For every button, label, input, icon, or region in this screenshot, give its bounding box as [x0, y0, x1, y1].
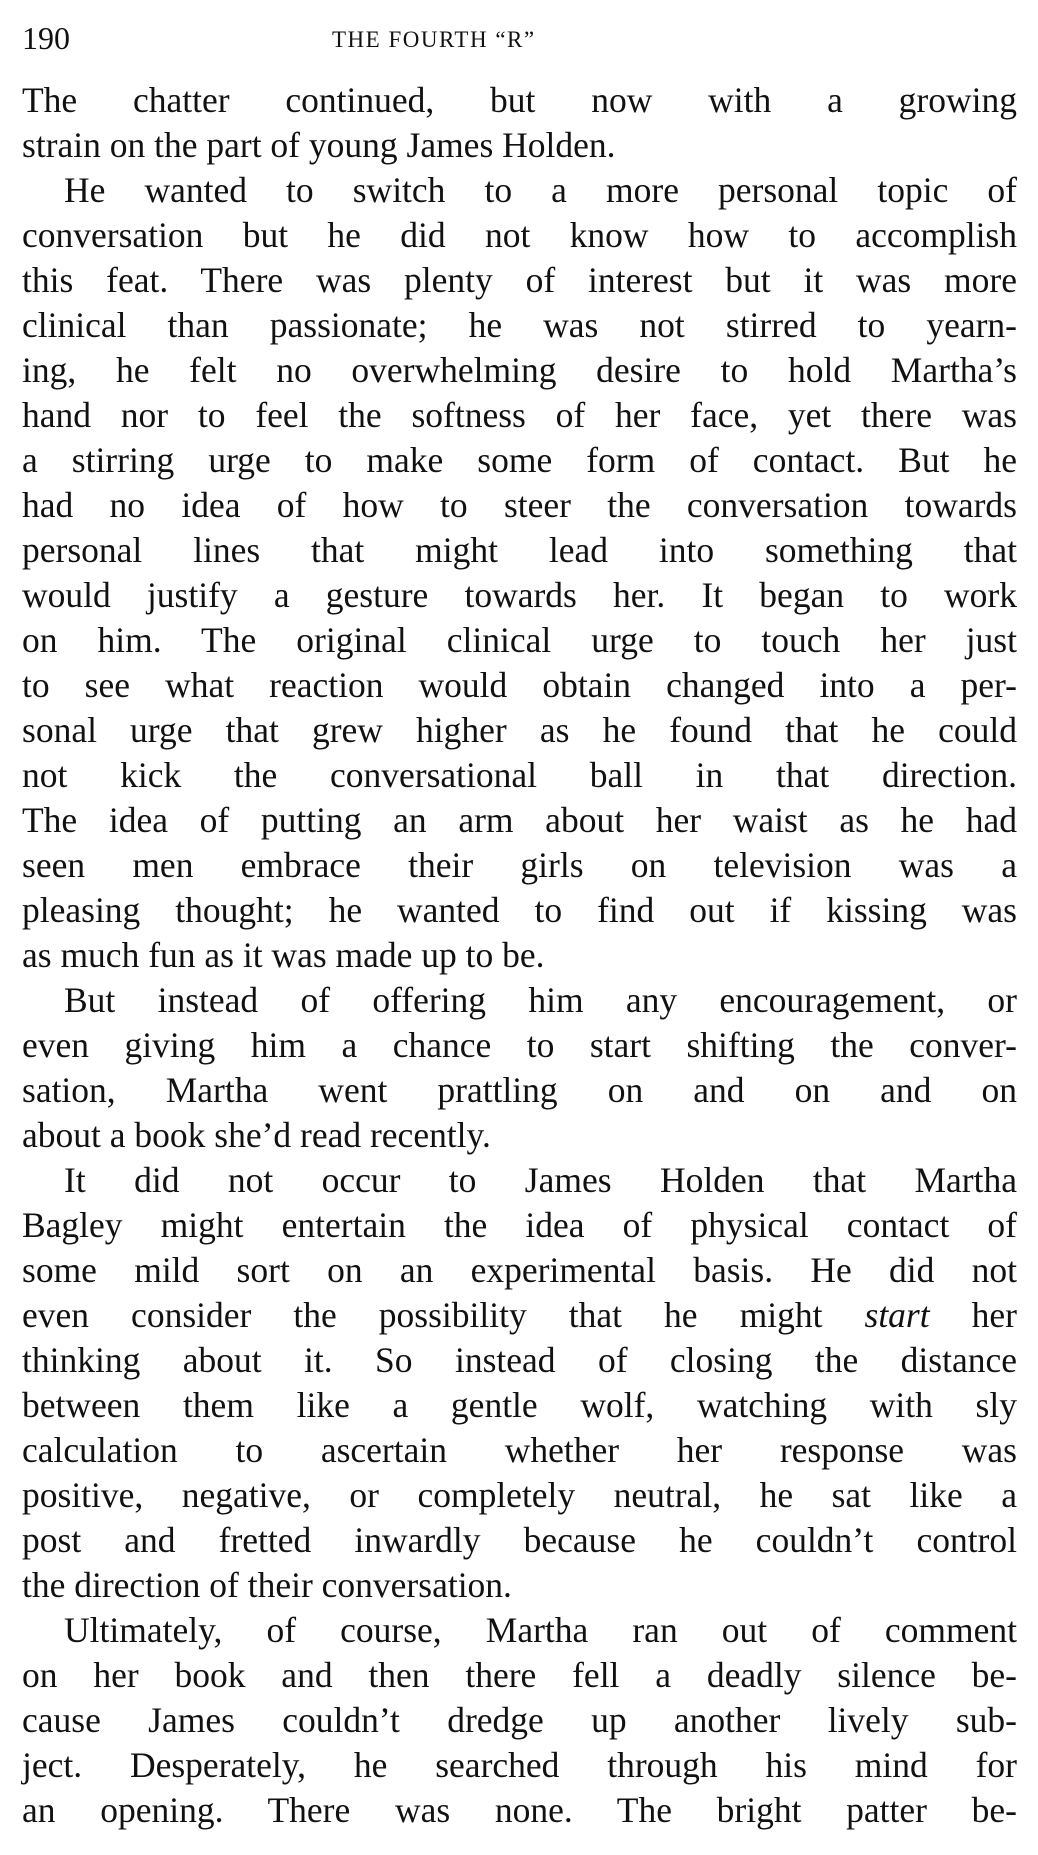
text-line: an opening. There was none. The bright patter be- — [22, 1790, 1017, 1830]
text-line: He wanted to switch to a more personal topic of — [64, 170, 1017, 210]
text-line: conversation but he did not know how to accomplish — [22, 215, 1017, 255]
text-line: cause James couldn’t dredge up another lively sub- — [22, 1700, 1017, 1740]
text-line: sonal urge that grew higher as he found that he could — [22, 710, 1017, 750]
text-line: strain on the part of young James Holden. — [22, 125, 616, 165]
text-line: clinical than passionate; he was not stirred to yearn- — [22, 305, 1017, 345]
text-line: even consider the possibility that he might start her — [22, 1295, 1017, 1335]
text-line: to see what reaction would obtain changed into a per- — [22, 665, 1017, 705]
text-line: hand nor to feel the softness of her face, yet there was — [22, 395, 1017, 435]
text-line: about a book she’d read recently. — [22, 1115, 491, 1155]
text-line: The chatter continued, but now with a growing — [22, 80, 1017, 120]
text-line: on her book and then there fell a deadly silence be- — [22, 1655, 1017, 1695]
running-head — [22, 18, 1022, 58]
paragraph-2 — [22, 168, 1017, 978]
text-line: the direction of their conversation. — [22, 1565, 512, 1605]
emphasis-text: start — [864, 1295, 930, 1335]
text-line: even giving him a chance to start shifting the conver- — [22, 1025, 1017, 1065]
text-line: a stirring urge to make some form of contact. But he — [22, 440, 1017, 480]
text-line: thinking about it. So instead of closing the distance — [22, 1340, 1017, 1380]
text-line: ing, he felt no overwhelming desire to hold Martha’s — [22, 350, 1017, 390]
text-line: positive, negative, or completely neutral, he sat like a — [22, 1475, 1017, 1515]
text-line: between them like a gentle wolf, watching with sly — [22, 1385, 1017, 1425]
text-line: personal lines that might lead into something that — [22, 530, 1017, 570]
text-line: sation, Martha went prattling on and on and on — [22, 1070, 1017, 1110]
text-line: as much fun as it was made up to be. — [22, 935, 545, 975]
text-line: seen men embrace their girls on television was a — [22, 845, 1017, 885]
page-number: 190 — [22, 20, 70, 56]
text-line: Bagley might entertain the idea of physical contact of — [22, 1205, 1017, 1245]
text-line: Ultimately, of course, Martha ran out of comment — [64, 1610, 1017, 1650]
text-line: pleasing thought; he wanted to find out if kissing was — [22, 890, 1017, 930]
text-line: on him. The original clinical urge to touch her just — [22, 620, 1017, 660]
book-title: THE FOURTH “R” — [332, 27, 536, 52]
text-line: this feat. There was plenty of interest but it was more — [22, 260, 1017, 300]
text-line: not kick the conversational ball in that direction. — [22, 755, 1017, 795]
text-line: calculation to ascertain whether her response was — [22, 1430, 1017, 1470]
body-text — [22, 78, 1017, 1833]
paragraph-4 — [22, 1158, 1017, 1608]
paragraph-5 — [22, 1608, 1017, 1833]
text-line: It did not occur to James Holden that Martha — [64, 1160, 1017, 1200]
text-line: The idea of putting an arm about her waist as he had — [22, 800, 1017, 840]
paragraph-1 — [22, 78, 1017, 168]
text-line: would justify a gesture towards her. It began to work — [22, 575, 1017, 615]
text-line: ject. Desperately, he searched through his mind for — [22, 1745, 1017, 1785]
paragraph-3 — [22, 978, 1017, 1158]
text-line: But instead of offering him any encouragement, or — [64, 980, 1017, 1020]
text-line: had no idea of how to steer the conversation towards — [22, 485, 1017, 525]
text-line: some mild sort on an experimental basis. He did not — [22, 1250, 1017, 1290]
text-line: post and fretted inwardly because he couldn’t control — [22, 1520, 1017, 1560]
